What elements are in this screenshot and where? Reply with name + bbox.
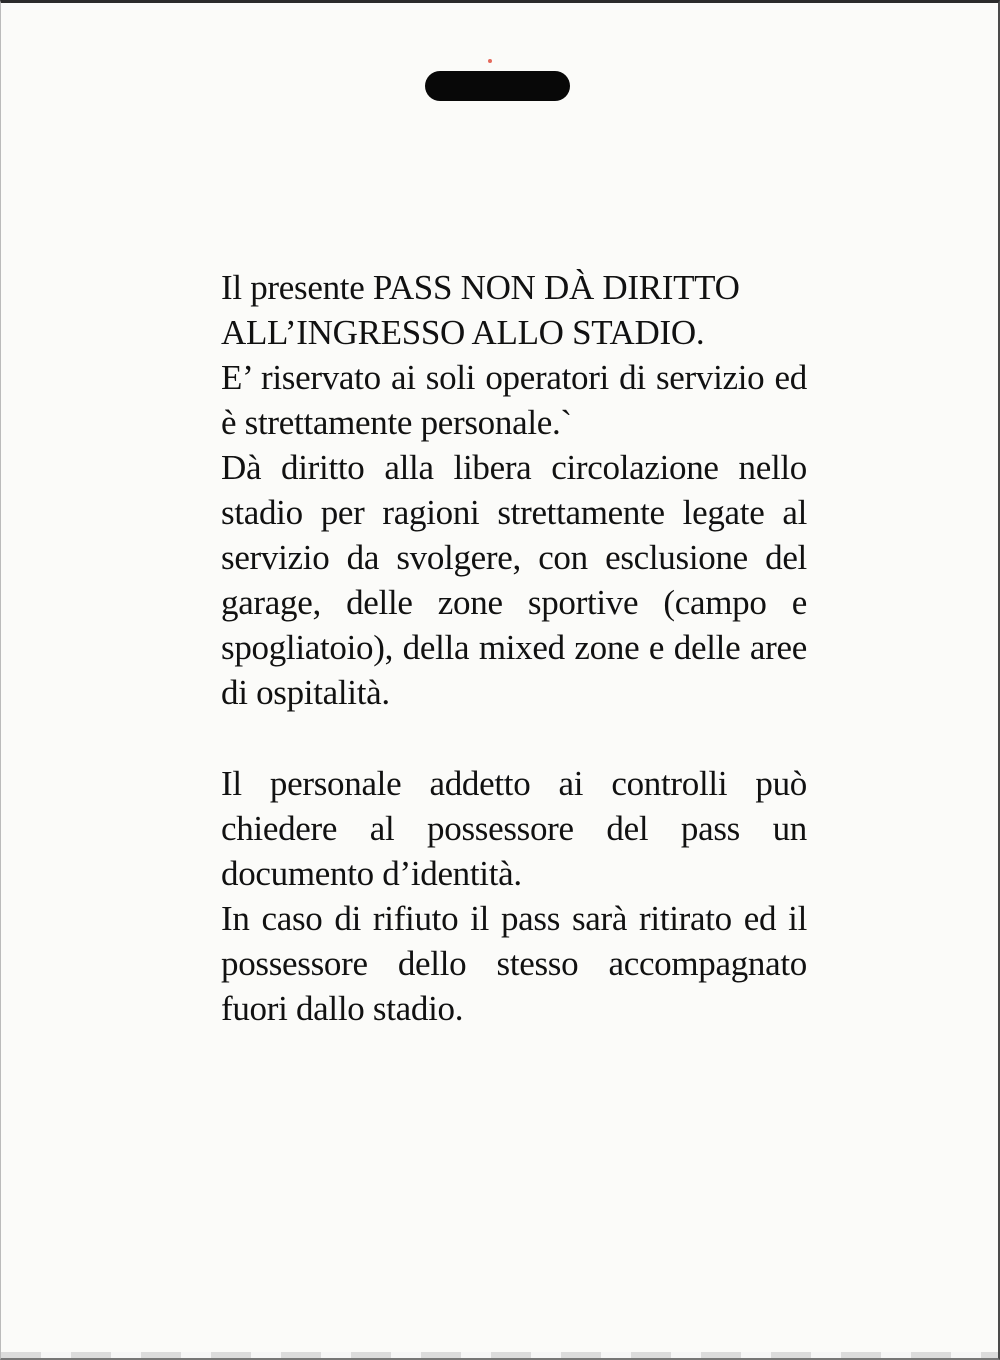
lanyard-slot: [425, 71, 570, 101]
paragraph-identity-check: Il personale addetto ai controlli può chiedere al possessore del pass un documento d’identità.: [221, 764, 807, 893]
paragraph-circulation-rules: Dà diritto alla libera circolazione nello stadio per ragioni strettamente legate al servizio da svolgere, con esclusione del garage, delle zone sportive (campo e spogliatoio), della mixed zone e delle aree di ospitalità.: [221, 448, 807, 712]
paragraph-gap: [221, 715, 807, 761]
card-bottom-edge: [1, 1352, 998, 1358]
paragraph-entry-notice: Il presente PASS NON DÀ DIRITTO ALL’INGRESSO ALLO STADIO.: [221, 268, 740, 352]
paragraph-reserved-personal: E’ riservato ai soli operatori di servizio ed è strettamente personale.`: [221, 358, 807, 442]
pass-terms-text: [221, 265, 807, 1031]
ink-speck: [488, 59, 492, 63]
paragraph-refusal-consequence: In caso di rifiuto il pass sarà ritirato ed il possessore dello stesso accompagnato fuori dallo stadio.: [221, 899, 807, 1028]
